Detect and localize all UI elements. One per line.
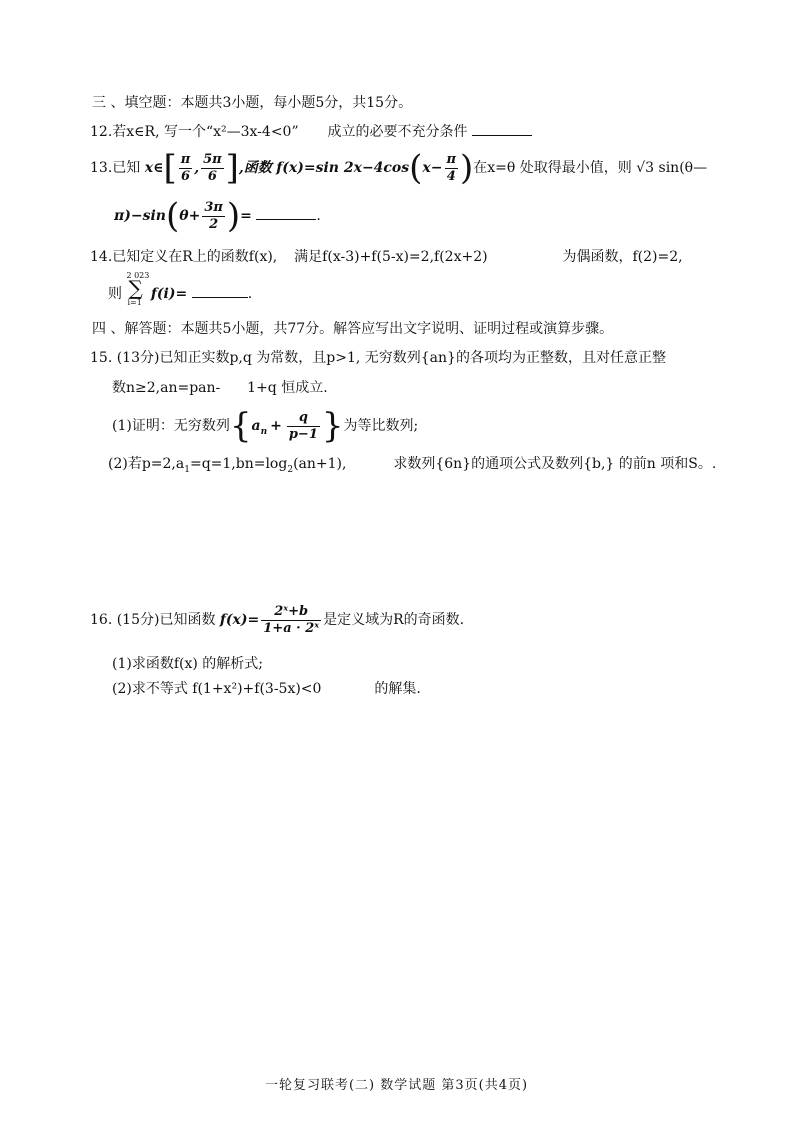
q13-x-minus: x− <box>422 160 443 176</box>
q16-function: f(x)= <box>219 612 260 628</box>
q14-sum-upper: 2 023 <box>126 271 150 280</box>
question-13-line-1: 13.已知 x∈[ $\frac{\pi}{6}$ , $\frac{5\pi}{6}$ ],函数 f(x)=sin 2x−4cos(x− $\frac{\pi}{4}$ )在x=θ 处取得最小值，则 √3 sin(θ— <box>90 148 708 188</box>
q14-period: . <box>247 286 253 302</box>
q13-line2-b: θ+ <box>179 208 201 224</box>
q13-x-in: x∈ <box>144 160 164 176</box>
q13-answer-blank <box>256 218 316 220</box>
question-16-line-1 <box>90 602 464 638</box>
q15-part2-c: (an+1), <box>293 456 347 472</box>
q13-text-a: 13.已知 <box>90 160 141 176</box>
q16-part2-a: (2)求不等式 f(1+x²)+f(3-5x)<0 <box>112 681 322 697</box>
q13-function: f(x)=sin 2x−4cos <box>276 160 410 176</box>
q15-part2-sub2: 2 <box>287 464 294 475</box>
q15-fraction: $\frac{q}{p-1}$ <box>288 409 318 442</box>
q14-answer-blank <box>192 296 248 298</box>
q14-text-b: 满足f(x-3)+f(5-x)=2,f(2x+2) <box>294 249 488 265</box>
right-paren-icon: ) <box>460 148 474 188</box>
q16-part2-b: 的解集. <box>374 681 421 697</box>
q13-line2-a: π)−sin <box>114 208 166 224</box>
q15-part2-b: =q=1,bn=log <box>189 456 288 472</box>
q13-text-c: 在x=θ 处取得最小值，则 √3 sin(θ— <box>473 160 708 176</box>
q15-a-n: $a_n$ <box>251 418 268 437</box>
q13-fraction-2: $\frac{5\pi}{6}$ <box>203 151 222 184</box>
q15-text-b1: 数n≥2,an=pan- <box>112 380 221 396</box>
section-4-title: 四 、解答题：本题共5小题，共77分。解答应写出文字说明、证明过程或演算步骤。 <box>92 321 614 337</box>
q15-part2-sub1: 1 <box>184 464 190 475</box>
page-footer: 一轮复习联考(二) 数学试题 第3页(共4页) <box>264 1078 529 1093</box>
q13-fraction-4: $\frac{3\pi}{2}$ <box>204 199 223 232</box>
question-12 <box>90 121 532 141</box>
question-15-part-1 <box>112 408 418 444</box>
question-15-part-2 <box>108 453 716 475</box>
q13-fraction-3: $\frac{\pi}{4}$ <box>446 151 457 184</box>
right-bracket-icon: ] <box>225 148 239 188</box>
q15-text-b2: 1+q 恒成立. <box>247 380 328 396</box>
question-14-line-2 <box>108 273 252 307</box>
q15-part2-a: (2)若p=2,a <box>108 456 185 472</box>
q13-period: . <box>316 208 321 224</box>
q14-text-c: 为偶函数，f(2)=2, <box>562 249 683 265</box>
q16-text-b: 是定义域为R的奇函数. <box>323 612 465 628</box>
q14-summation <box>126 271 150 307</box>
q14-expression: f(i)= <box>150 286 188 302</box>
q12-answer-blank <box>472 134 532 136</box>
question-14-line-1 <box>90 246 683 266</box>
question-16-part-1: (1)求函数f(x) 的解析式; <box>112 656 263 672</box>
q14-text-d: 则 <box>108 286 122 302</box>
question-15-line-2 <box>112 377 328 397</box>
left-paren-icon: ( <box>165 196 180 236</box>
section-3-title: 三 、填空题：本题共3小题，每小题5分，共15分。 <box>92 95 413 111</box>
question-15-line-1: 15. (13分)已知正实数p,q 为常数，且p>1, 无穷数列{an}的各项均为正整数，且对任意正整 <box>90 350 666 366</box>
left-paren-icon: ( <box>409 148 423 188</box>
q15-part2-d: 求数列{6n}的通项公式及数列{b,} 的前n 项和S。. <box>393 456 717 472</box>
question-13-line-2 <box>114 198 321 234</box>
q16-text-a: 16. (15分)已知函数 <box>90 612 216 628</box>
question-16-part-2 <box>112 678 421 698</box>
right-brace-icon: } <box>321 406 344 446</box>
q13-equals: = <box>240 208 252 224</box>
left-brace-icon: { <box>229 406 252 446</box>
q15-part1-text: (1)证明：无穷数列 <box>112 418 230 434</box>
q14-text-a: 14.已知定义在R上的函数f(x), <box>90 249 278 265</box>
right-paren-icon: ) <box>226 196 241 236</box>
q14-sum-lower: i=1 <box>127 298 142 307</box>
q15-part1-end: 为等比数列; <box>343 418 419 434</box>
left-bracket-icon: [ <box>163 148 177 188</box>
q13-fraction-1: $\frac{\pi}{6}$ <box>180 151 191 184</box>
q12-text-a: 12.若x∈R, 写一个“x²—3x-4<0” <box>90 124 299 140</box>
q13-text-b: ,函数 <box>238 160 272 176</box>
q12-text-b: 成立的必要不充分条件 <box>327 124 468 140</box>
q15-plus: + <box>270 418 282 434</box>
sigma-icon: ∑ <box>128 276 143 300</box>
q16-fraction: $\frac{\text{2ˣ+b}}{\text{1+a · 2ˣ}}$ <box>263 603 320 636</box>
